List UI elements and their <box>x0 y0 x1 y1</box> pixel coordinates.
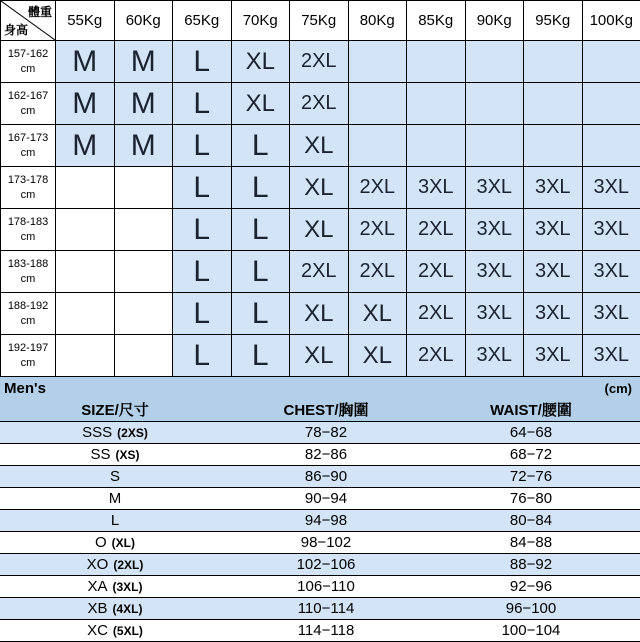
height-range-cell: 192-197 cm <box>1 335 56 377</box>
size-value-cell: L <box>173 41 232 83</box>
size-alt-code: (XS) <box>116 448 140 462</box>
size-value-cell: L <box>173 125 232 167</box>
size-value-cell: 3XL <box>407 167 466 209</box>
size-code-cell <box>0 509 230 531</box>
size-value-cell: L <box>231 251 290 293</box>
size-value-cell: 2XL <box>348 251 407 293</box>
height-range-cell: 188-192 cm <box>1 293 56 335</box>
empty-cell <box>348 83 407 125</box>
empty-cell <box>348 41 407 83</box>
empty-cell <box>114 335 173 377</box>
size-value-cell: M <box>56 83 115 125</box>
waist-range-cell: 84−88 <box>422 531 640 553</box>
size-value-cell: L <box>173 83 232 125</box>
height-range-cell: 183-188 cm <box>1 251 56 293</box>
waist-range-cell: 100−104 <box>422 619 640 641</box>
size-value-cell: 2XL <box>407 209 466 251</box>
empty-cell <box>56 293 115 335</box>
empty-cell <box>407 125 466 167</box>
size-value-cell: XL <box>290 209 349 251</box>
size-value-cell: L <box>173 335 232 377</box>
cm-unit-label: (cm) <box>605 381 632 396</box>
size-value-cell: L <box>173 251 232 293</box>
size-value-cell: M <box>114 125 173 167</box>
empty-cell <box>56 251 115 293</box>
column-header: CHEST/胸圍 <box>230 399 422 421</box>
size-value-cell: XL <box>348 293 407 335</box>
size-value-cell: M <box>114 83 173 125</box>
mens-header-row <box>0 399 640 421</box>
size-value-cell: 3XL <box>524 293 583 335</box>
size-code-cell <box>0 553 230 575</box>
size-value-cell: M <box>56 41 115 83</box>
size-value-cell: XL <box>231 83 290 125</box>
empty-cell <box>114 251 173 293</box>
weight-header-cell: 85Kg <box>407 1 466 41</box>
measurement-row <box>0 553 640 575</box>
empty-cell <box>524 41 583 83</box>
size-value-cell: 3XL <box>582 209 640 251</box>
weight-header-cell: 70Kg <box>231 1 290 41</box>
weight-header-cell: 95Kg <box>524 1 583 41</box>
size-value-cell: 2XL <box>290 83 349 125</box>
waist-range-cell: 88−92 <box>422 553 640 575</box>
size-value-cell: XL <box>231 41 290 83</box>
empty-cell <box>56 209 115 251</box>
size-code: XB <box>87 600 107 617</box>
waist-range-cell: 96−100 <box>422 597 640 619</box>
size-value-cell: 2XL <box>407 335 466 377</box>
empty-cell <box>524 125 583 167</box>
measurement-row <box>0 421 640 443</box>
empty-cell <box>465 83 524 125</box>
size-value-cell: L <box>231 335 290 377</box>
measurement-row <box>0 597 640 619</box>
size-value-cell: L <box>173 167 232 209</box>
height-row <box>1 41 640 83</box>
height-range-cell: 162-167 cm <box>1 83 56 125</box>
size-value-cell: 3XL <box>465 251 524 293</box>
empty-cell <box>582 125 640 167</box>
weight-header-cell: 90Kg <box>465 1 524 41</box>
height-axis-label: 身高 <box>4 21 28 38</box>
weight-header-cell: 65Kg <box>173 1 232 41</box>
size-value-cell: 3XL <box>524 251 583 293</box>
size-code-cell <box>0 597 230 619</box>
size-value-cell: 2XL <box>348 209 407 251</box>
corner-cell <box>1 1 56 41</box>
size-value-cell: 3XL <box>465 209 524 251</box>
empty-cell <box>56 167 115 209</box>
chest-range-cell: 98−102 <box>230 531 422 553</box>
chest-range-cell: 110−114 <box>230 597 422 619</box>
mens-section-bar <box>0 377 640 399</box>
empty-cell <box>524 83 583 125</box>
height-row <box>1 83 640 125</box>
size-code: XA <box>87 578 107 595</box>
empty-cell <box>114 167 173 209</box>
size-value-cell: L <box>231 209 290 251</box>
size-alt-code: (4XL) <box>113 602 143 616</box>
weight-header-cell: 75Kg <box>290 1 349 41</box>
empty-cell <box>582 83 640 125</box>
empty-cell <box>407 83 466 125</box>
weight-header-cell: 100Kg <box>582 1 640 41</box>
size-value-cell: 3XL <box>465 167 524 209</box>
size-alt-code: (XL) <box>112 536 135 550</box>
size-value-cell: 3XL <box>465 293 524 335</box>
waist-range-cell: 72−76 <box>422 465 640 487</box>
size-alt-code: (3XL) <box>113 580 143 594</box>
size-alt-code: (5XL) <box>113 624 143 638</box>
size-value-cell: 3XL <box>582 335 640 377</box>
measurement-row <box>0 487 640 509</box>
size-value-cell: L <box>231 293 290 335</box>
height-range-cell: 167-173 cm <box>1 125 56 167</box>
size-value-cell: L <box>231 167 290 209</box>
empty-cell <box>407 41 466 83</box>
measurement-row <box>0 465 640 487</box>
size-value-cell: M <box>114 41 173 83</box>
empty-cell <box>465 41 524 83</box>
size-value-cell: 3XL <box>524 209 583 251</box>
empty-cell <box>114 293 173 335</box>
size-code-cell <box>0 619 230 641</box>
size-code: L <box>111 512 119 529</box>
size-code: SS <box>90 446 110 463</box>
empty-cell <box>582 41 640 83</box>
waist-range-cell: 80−84 <box>422 509 640 531</box>
mens-title: Men's <box>4 380 46 397</box>
empty-cell <box>56 335 115 377</box>
size-value-cell: 3XL <box>582 251 640 293</box>
measurement-row <box>0 443 640 465</box>
size-value-cell: 3XL <box>524 335 583 377</box>
empty-cell <box>114 209 173 251</box>
size-value-cell: L <box>173 209 232 251</box>
size-value-cell: XL <box>290 125 349 167</box>
empty-cell <box>465 125 524 167</box>
weight-header-cell: 55Kg <box>56 1 115 41</box>
size-value-cell: 2XL <box>407 293 466 335</box>
size-value-cell: 2XL <box>348 167 407 209</box>
weight-axis-label: 體重 <box>28 3 52 20</box>
size-code-cell <box>0 531 230 553</box>
measurement-row <box>0 619 640 641</box>
height-range-cell: 178-183 cm <box>1 209 56 251</box>
waist-range-cell: 76−80 <box>422 487 640 509</box>
chest-range-cell: 78−82 <box>230 421 422 443</box>
measurement-row <box>0 575 640 597</box>
column-header: SIZE/尺寸 <box>0 399 230 421</box>
height-row <box>1 167 640 209</box>
size-value-cell: 3XL <box>465 335 524 377</box>
size-value-cell: 3XL <box>524 167 583 209</box>
size-alt-code: (2XS) <box>117 426 148 440</box>
weight-header-cell: 80Kg <box>348 1 407 41</box>
waist-range-cell: 64−68 <box>422 421 640 443</box>
height-row <box>1 293 640 335</box>
size-value-cell: XL <box>290 293 349 335</box>
height-range-cell: 173-178 cm <box>1 167 56 209</box>
size-code: S <box>110 468 120 485</box>
chest-range-cell: 114−118 <box>230 619 422 641</box>
size-value-cell: 2XL <box>290 251 349 293</box>
weight-header-cell: 60Kg <box>114 1 173 41</box>
size-value-cell: XL <box>290 167 349 209</box>
waist-range-cell: 68−72 <box>422 443 640 465</box>
chest-range-cell: 86−90 <box>230 465 422 487</box>
height-row <box>1 209 640 251</box>
size-code: O <box>95 534 107 551</box>
measurement-row <box>0 531 640 553</box>
size-code: M <box>109 490 122 507</box>
chest-range-cell: 82−86 <box>230 443 422 465</box>
measurement-row <box>0 509 640 531</box>
height-row <box>1 125 640 167</box>
height-range-cell: 157-162 cm <box>1 41 56 83</box>
size-value-cell: XL <box>348 335 407 377</box>
size-alt-code: (2XL) <box>113 558 143 572</box>
empty-cell <box>348 125 407 167</box>
size-code: SSS <box>82 424 112 441</box>
size-value-cell: XL <box>290 335 349 377</box>
height-row <box>1 335 640 377</box>
size-value-cell: 3XL <box>582 167 640 209</box>
size-code-cell <box>0 487 230 509</box>
chest-range-cell: 102−106 <box>230 553 422 575</box>
size-code: XC <box>87 622 108 639</box>
size-code-cell <box>0 575 230 597</box>
size-value-cell: L <box>173 293 232 335</box>
size-code: XO <box>87 556 109 573</box>
chest-range-cell: 94−98 <box>230 509 422 531</box>
size-value-cell: L <box>231 125 290 167</box>
size-value-cell: M <box>56 125 115 167</box>
size-value-cell: 3XL <box>582 293 640 335</box>
size-value-cell: 2XL <box>290 41 349 83</box>
mens-measurement-table <box>0 399 640 642</box>
column-header: WAIST/腰圍 <box>422 399 640 421</box>
size-code-cell <box>0 465 230 487</box>
size-value-cell: 2XL <box>407 251 466 293</box>
chest-range-cell: 106−110 <box>230 575 422 597</box>
waist-range-cell: 92−96 <box>422 575 640 597</box>
height-row <box>1 251 640 293</box>
size-code-cell <box>0 421 230 443</box>
size-code-cell <box>0 443 230 465</box>
weight-header-row <box>1 1 640 41</box>
chest-range-cell: 90−94 <box>230 487 422 509</box>
